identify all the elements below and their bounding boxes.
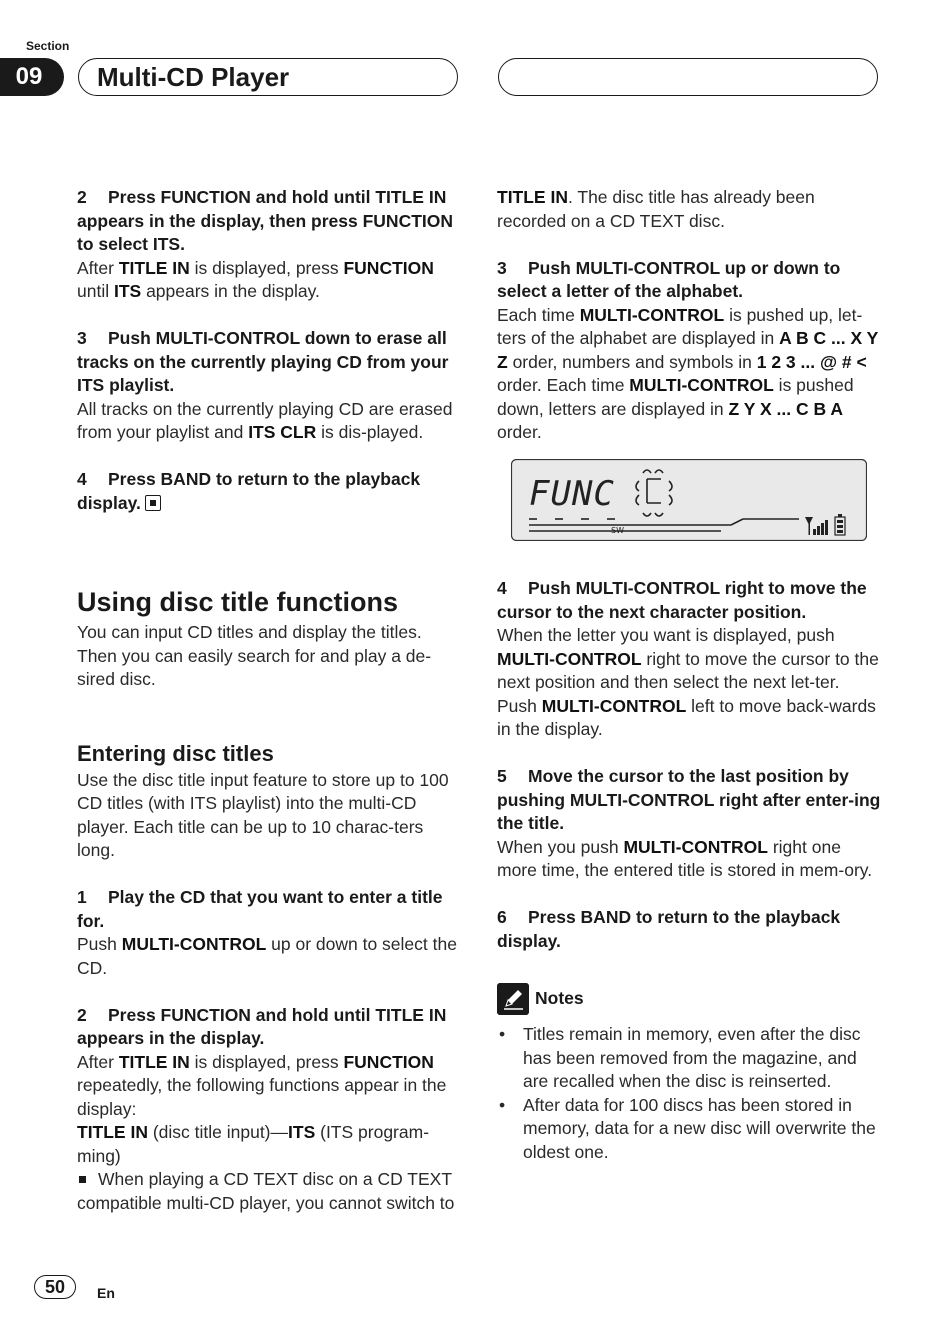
note-item: • After data for 100 discs has been stored in memory, data for a new disc will overwrite the oldest one.: [497, 1094, 883, 1165]
step-heading: [497, 577, 883, 624]
step-heading: [77, 468, 463, 515]
step-heading: [497, 765, 883, 836]
step-note: When playing a CD TEXT disc on a CD TEXT compatible multi-CD player, you cannot switch to: [77, 1169, 455, 1213]
function-list: TITLE IN (disc title input)—ITS (ITS program-ming): [77, 1122, 430, 1166]
continued-text: TITLE IN. The disc title has already been recorded on a CD TEXT disc.: [497, 187, 815, 231]
step-number: 4: [497, 578, 507, 598]
step-body: Each time MULTI-CONTROL is pushed up, let-ters of the alphabet are displayed in A B C ... X Y Z order, numbers and symbols in 1 2 3 ... @ # < order. Each time MULTI-CONTROL is pushed down, letters are displayed in Z Y X ... C B A order.: [497, 304, 879, 442]
step-heading: [497, 257, 883, 304]
square-bullet-icon: [79, 1176, 86, 1183]
end-of-section-icon: [145, 495, 161, 511]
page-number: 50: [34, 1275, 76, 1299]
step-title: Push MULTI-CONTROL up or down to select a letter of the alphabet.: [497, 257, 841, 301]
step-number: 2: [77, 187, 87, 207]
section-heading: Using disc title functions: [77, 587, 399, 617]
step-title: Press FUNCTION and hold until TITLE IN appears in the display.: [77, 1004, 447, 1048]
step-title: Press BAND to return to the playback display.: [77, 469, 421, 513]
step-body: After TITLE IN is displayed, press FUNCTION until ITS appears in the display.: [77, 257, 434, 301]
section-label: Section: [26, 39, 70, 53]
step-body: When you push MULTI-CONTROL right one more time, the entered title is stored in mem-ory.: [497, 836, 873, 880]
step-title: Play the CD that you want to enter a title for.: [77, 887, 443, 931]
step-body: When the letter you want is displayed, push MULTI-CONTROL right to move the cursor to the next position and then select the next let-ter. Push MULTI-CONTROL left to move back-wards in the display.: [497, 625, 879, 739]
step-title: Push MULTI-CONTROL right to move the cursor to the next character position.: [497, 578, 867, 622]
section-number-badge: 09: [0, 58, 64, 96]
step-body: After TITLE IN is displayed, press FUNCTION repeatedly, the following functions appear in the display:: [77, 1051, 447, 1119]
step-number: 6: [497, 907, 507, 927]
step-heading: [77, 1004, 463, 1051]
step-number: 1: [77, 887, 87, 907]
notes-heading: [497, 983, 883, 1015]
step-heading: [497, 906, 883, 953]
step-heading: [77, 186, 463, 257]
header-empty-pill: [498, 58, 878, 96]
note-item: • Titles remain in memory, even after the disc has been removed from the magazine, and are recalled when the disc is reinserted.: [497, 1023, 883, 1094]
step-body: Push MULTI-CONTROL up or down to select the CD.: [77, 934, 457, 978]
step-number: 2: [77, 1004, 87, 1025]
step-heading: [77, 327, 463, 398]
step-number: 4: [77, 469, 87, 489]
subsection-heading: Entering disc titles: [77, 740, 274, 766]
step-title: Press BAND to return to the playback display.: [497, 907, 841, 951]
language-label: En: [97, 1285, 115, 1301]
left-column: [77, 186, 463, 1215]
page-title: Multi-CD Player: [78, 58, 458, 96]
lcd-sw-indicator: SW: [611, 525, 624, 535]
step-title: Push MULTI-CONTROL down to erase all tracks on the currently playing CD from your ITS playlist.: [77, 328, 449, 395]
right-column: [497, 186, 883, 1164]
step-body: All tracks on the currently playing CD are erased from your playlist and ITS CLR is dis-played.: [77, 398, 453, 442]
step-number: 5: [497, 766, 507, 786]
lcd-text: FUNC: [529, 473, 615, 514]
notes-title: Notes: [535, 988, 584, 1009]
lcd-display-illustration: [511, 459, 867, 541]
step-title: Press FUNCTION and hold until TITLE IN appears in the display, then press FUNCTION to select ITS.: [77, 187, 454, 254]
step-title: Move the cursor to the last position by pushing MULTI-CONTROL right after enter-ing the title.: [497, 766, 881, 833]
step-number: 3: [77, 328, 87, 348]
section-intro: You can input CD titles and display the titles. Then you can easily search for and play a de-sired disc.: [77, 622, 432, 689]
step-heading: [77, 886, 463, 933]
step-number: 3: [497, 257, 507, 278]
subsection-intro: Use the disc title input feature to store up to 100 CD titles (with ITS playlist) into the multi-CD player. Each title can be up to 10 charac-ters long.: [77, 769, 449, 860]
pencil-icon: [497, 983, 529, 1015]
